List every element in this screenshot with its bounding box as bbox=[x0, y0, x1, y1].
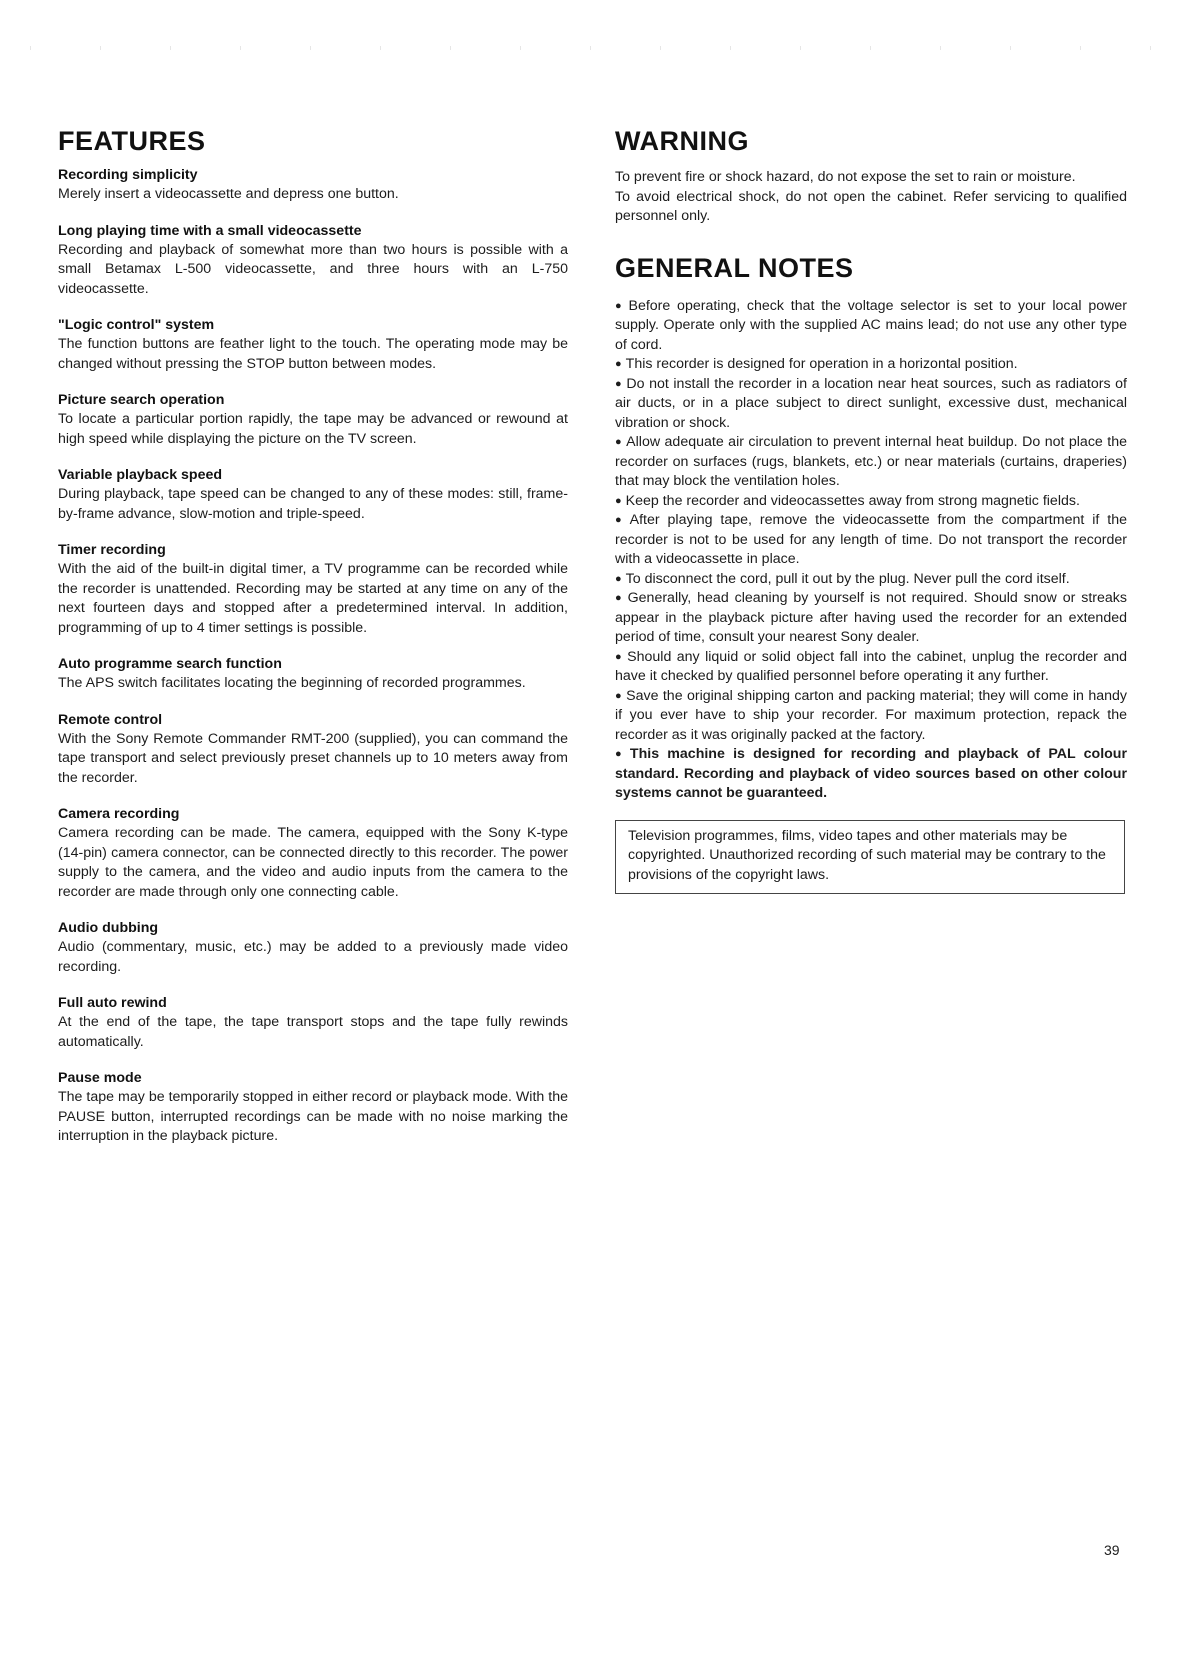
bullet-icon: ● bbox=[615, 650, 624, 663]
feature-text: Audio (commentary, music, etc.) may be added to a previously made video recording. bbox=[58, 939, 568, 975]
feature-item bbox=[58, 1069, 568, 1147]
feature-heading: Full auto rewind bbox=[58, 995, 167, 1011]
bullet-icon: ● bbox=[615, 689, 623, 702]
feature-heading: Pause mode bbox=[58, 1070, 142, 1086]
bullet-icon: ● bbox=[615, 748, 626, 760]
general-notes-list bbox=[615, 297, 1127, 804]
general-note-text: Should any liquid or solid object fall into the cabinet, unplug the recorder and have it checked by qualified personnel before operating it any further. bbox=[615, 648, 1127, 684]
feature-text: To locate a particular portion rapidly, the tape may be advanced or rewound at high speed while displaying the picture on the TV screen. bbox=[58, 411, 568, 447]
bullet-icon: ● bbox=[615, 358, 622, 370]
feature-text: The function buttons are feather light to the touch. The operating mode may be changed without pressing the STOP button between modes. bbox=[58, 336, 568, 372]
feature-heading: Audio dubbing bbox=[58, 920, 159, 936]
general-note-text: Save the original shipping carton and packing material; they will come in handy if you ever have to ship your recorder. For maximum protection, repack the recorder as it was originally packed at the factory. bbox=[615, 687, 1127, 743]
feature-heading: Auto programme search function bbox=[58, 656, 282, 672]
bullet-icon: ● bbox=[615, 299, 625, 312]
feature-text: During playback, tape speed can be changed to any of these modes: still, frame-by-frame advance, slow-motion and triple-speed. bbox=[58, 486, 568, 522]
general-note-text: Keep the recorder and videocassettes away from strong magnetic fields. bbox=[625, 492, 1080, 509]
feature-text: With the Sony Remote Commander RMT-200 (supplied), you can command the tape transport and select previously preset channels up to 10 meters away from the recorder. bbox=[58, 730, 568, 786]
feature-heading: Picture search operation bbox=[58, 392, 225, 408]
general-note-item bbox=[615, 297, 1127, 356]
features-list bbox=[58, 166, 568, 1147]
general-note-text: This machine is designed for recording and playback of PAL colour standard. Recording and playback of video sources based on other colour systems cannot be guaranteed. bbox=[615, 746, 1127, 801]
general-note-item bbox=[615, 492, 1127, 512]
feature-heading: Variable playback speed bbox=[58, 467, 223, 483]
copyright-notice-box bbox=[615, 820, 1125, 895]
feature-item bbox=[58, 166, 568, 205]
general-note-item bbox=[615, 745, 1127, 804]
bullet-icon: ● bbox=[615, 572, 622, 585]
general-notes-title: GENERAL NOTES bbox=[615, 252, 854, 283]
right-column bbox=[615, 124, 1127, 894]
feature-text: Recording and playback of somewhat more than two hours is possible with a small Betamax L-500 videocassette, and three hours with an L-750 videocassette. bbox=[58, 241, 568, 297]
feature-text: The tape may be temporarily stopped in either record or playback mode. With the PAUSE button, interrupted recordings can be made with no noise marking the interruption in the playback picture. bbox=[58, 1089, 568, 1144]
features-title: FEATURES bbox=[58, 126, 206, 156]
general-note-text: Allow adequate air circulation to prevent internal heat buildup. Do not place the recorder on surfaces (rugs, blankets, etc.) or near materials (curtains, draperies) that may block the ventilation holes. bbox=[615, 434, 1127, 489]
feature-item bbox=[58, 391, 568, 449]
feature-heading: Timer recording bbox=[58, 542, 166, 558]
general-note-text: Generally, head cleaning by yourself is not required. Should snow or streaks appear in the playback picture after having used the recorder for an extended period of time, consult your nearest Sony dealer. bbox=[615, 590, 1127, 645]
warning-title: WARNING bbox=[615, 126, 749, 156]
general-note-item bbox=[615, 648, 1127, 687]
page-number: 39 bbox=[1104, 1542, 1120, 1558]
general-note-item bbox=[615, 433, 1127, 492]
feature-heading: Recording simplicity bbox=[58, 167, 198, 183]
feature-heading: Camera recording bbox=[58, 806, 180, 822]
feature-item bbox=[58, 222, 568, 300]
feature-item bbox=[58, 316, 568, 374]
feature-text: Merely insert a videocassette and depress one button. bbox=[58, 186, 399, 202]
bullet-icon: ● bbox=[615, 592, 624, 604]
features-column bbox=[58, 124, 568, 1164]
feature-text: At the end of the tape, the tape transport stops and the tape fully rewinds automatically. bbox=[58, 1014, 568, 1050]
feature-heading: "Logic control" system bbox=[58, 317, 215, 333]
feature-item bbox=[58, 541, 568, 638]
feature-text: With the aid of the built-in digital timer, a TV programme can be recorded while the recorder is unattended. Recording may be started at any time on any of the next fourteen days and stopped after a predetermined interval. In addition, programming of up to 4 timer settings is possible. bbox=[58, 561, 568, 636]
feature-item bbox=[58, 711, 568, 789]
feature-item bbox=[58, 466, 568, 524]
general-note-text: After playing tape, remove the videocassette from the compartment if the recorder is not to be used for any length of time. Do not transport the recorder with a videocassette in place. bbox=[615, 512, 1127, 567]
general-note-item bbox=[615, 570, 1127, 590]
warning-line-2: To avoid electrical shock, do not open the cabinet. Refer servicing to qualified personnel only. bbox=[615, 188, 1127, 224]
feature-item bbox=[58, 805, 568, 902]
general-note-text: This recorder is designed for operation in a horizontal position. bbox=[625, 356, 1018, 372]
bullet-icon: ● bbox=[615, 494, 622, 507]
feature-text: The APS switch facilitates locating the beginning of recorded programmes. bbox=[58, 675, 526, 691]
feature-item bbox=[58, 994, 568, 1052]
general-note-text: To disconnect the cord, pull it out by the plug. Never pull the cord itself. bbox=[625, 570, 1070, 587]
feature-item bbox=[58, 655, 568, 694]
feature-item bbox=[58, 919, 568, 977]
feature-heading: Remote control bbox=[58, 711, 163, 728]
warning-text bbox=[615, 168, 1127, 227]
copyright-notice-text: Television programmes, films, video tapes and other materials may be copyrighted. Unauthorized recording of such material may be contrary to the provisions of the copyright laws. bbox=[628, 827, 1106, 883]
general-note-text: Do not install the recorder in a location near heat sources, such as radiators of air ducts, or in a place subject to direct sunlight, excessive dust, mechanical vibration or shock. bbox=[615, 375, 1128, 431]
general-note-item bbox=[615, 355, 1127, 375]
general-note-item bbox=[615, 589, 1127, 648]
bullet-icon: ● bbox=[615, 436, 623, 448]
scan-edge-specks bbox=[0, 46, 1190, 50]
feature-text: Camera recording can be made. The camera, equipped with the Sony K-type (14-pin) camera connector, can be connected directly to this recorder. The power supply to the camera, and the video and audio inputs from the camera to the recorder are made through only one connecting cable. bbox=[58, 825, 568, 900]
general-note-item bbox=[615, 687, 1127, 746]
warning-line-1: To prevent fire or shock hazard, do not expose the set to rain or moisture. bbox=[615, 169, 1076, 185]
bullet-icon: ● bbox=[615, 514, 626, 526]
general-note-item bbox=[615, 375, 1127, 434]
general-note-item bbox=[615, 511, 1127, 570]
bullet-icon: ● bbox=[615, 377, 623, 390]
feature-heading: Long playing time with a small videocassette bbox=[58, 222, 362, 239]
general-note-text: Before operating, check that the voltage selector is set to your local power supply. Operate only with the supplied AC mains lead; do not use any other type of cord. bbox=[615, 297, 1127, 353]
